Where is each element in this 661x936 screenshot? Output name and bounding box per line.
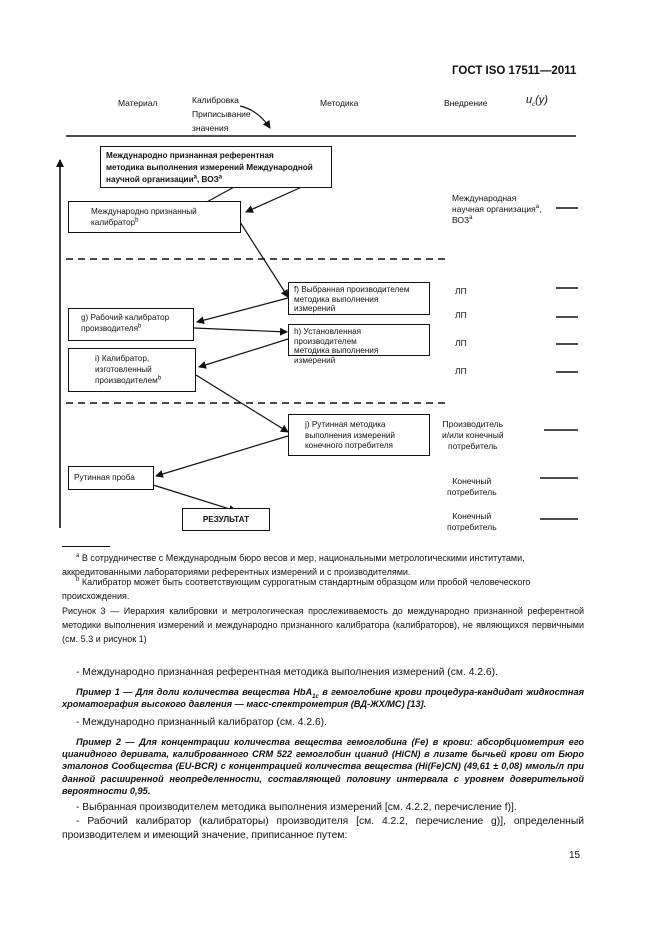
page-number: 15 bbox=[569, 850, 581, 861]
box-routine-sample: Рутинная проба bbox=[68, 466, 154, 490]
document-id: ГОСТ ISO 17511—2011 bbox=[452, 65, 577, 77]
label-end-user-1: Конечный потребитель bbox=[447, 476, 497, 497]
box-method-h: h) Установленная производителем методика выполнения измерений bbox=[288, 324, 430, 356]
column-calibration-label: Калибровка bbox=[192, 95, 239, 105]
label-producer-end-user: Производитель и/или конечный потребитель bbox=[442, 419, 504, 451]
footnote-divider bbox=[62, 546, 110, 547]
footnote-b: $^b$ Калибратор может быть соответствующим суррогатным стандартным образцом или пробой человеческого происхождения. bbox=[62, 577, 531, 601]
column-uncertainty: $u_c(y)$ bbox=[526, 94, 548, 109]
column-assignment-value-label: значения bbox=[192, 123, 229, 133]
figure-caption: Рисунок 3 — Иерархия калибровки и метрологическая прослеживаемость до международно признанной референтной методики выполнения измерений и международно признанного калибратора (калибраторов), не являющихся первичными (см. 5.3 и рисунок 1) bbox=[62, 606, 584, 644]
label-end-user-2: Конечный потребитель bbox=[447, 511, 497, 532]
label-lab-2: ЛП bbox=[455, 310, 467, 320]
column-assignment-label: Приписывание bbox=[192, 109, 251, 119]
box-calibrator-i: i) Калибратор, изготовленный производителем$^b$ bbox=[68, 348, 196, 392]
box-calibrator-g: g) Рабочий калибратор производителя$^b$ bbox=[68, 308, 194, 341]
label-lab-1: ЛП bbox=[455, 286, 467, 296]
footnote-a: $^a$ В сотрудничестве с Международным бюро весов и мер, национальными метрологическими институтами, аккредитованными лабораториями референтных измерений и с производителями. bbox=[62, 553, 525, 577]
paragraph-international-calibrator: - Международно признанный калибратор (см. 4.2.6). bbox=[76, 717, 327, 728]
example-1: Пример 1 — Для доли количества вещества HbA$_{1c}$ в гемоглобине крови процедура-кандидат жидкостная хроматография высокого давления — масс-спектрометрия (ВД-ЖХ/МС) [13]. bbox=[62, 687, 584, 710]
paragraph-working-calibrator: - Рабочий калибратор (калибраторы) производителя [см. 4.2.2, перечисление g)], определенный производителем и имеющий значение, приписанное путем: bbox=[62, 816, 584, 841]
header-arrow bbox=[240, 106, 270, 128]
box-result: РЕЗУЛЬТАТ bbox=[182, 508, 270, 531]
box-international-reference-method: Международно признанная референтная методика выполнения измерений Международной научной организации$^a$, ВОЗ$^a$ bbox=[100, 146, 332, 188]
box-method-j: j) Рутинная методика выполнения измерений конечного потребителя bbox=[288, 414, 430, 456]
box-international-calibrator: Международно признанный калибратор$^b$ bbox=[68, 201, 241, 233]
paragraph-reference-method: - Международно признанная референтная методика выполнения измерений (см. 4.2.6). bbox=[76, 667, 498, 678]
paragraph-producer-method: - Выбранная производителем методика выполнения измерений [см. 4.2.2, перечисление f)]. bbox=[76, 802, 517, 813]
example-2: Пример 2 — Для концентрации количества вещества гемоглобина (Fe) в крови: абсорбциометрия его цианидного деривата, калиброванного CRM 522 гемоглобин цианид (HiCN) в лизате бычьей крови от Бюро эталонов Сообщества (EU-BCR) с концентрацией количества вещества (Hi(Fe)CN) (49,61 ± 0,08) ммоль/л при данной расширенной неопределенности, составляющей половину интервала с уровнем доверительной вероятности 0,95. bbox=[62, 737, 584, 796]
column-material: Материал bbox=[118, 98, 158, 108]
label-international-organization: Международная научная организация$^a$, ВОЗ$^a$ bbox=[452, 193, 542, 225]
column-implementation: Внедрение bbox=[444, 98, 488, 108]
box-method-f: f) Выбранная производителем методика выполнения измерений bbox=[288, 282, 430, 315]
label-lab-4: ЛП bbox=[455, 366, 467, 376]
label-lab-3: ЛП bbox=[455, 338, 467, 348]
column-methodology: Методика bbox=[320, 98, 359, 108]
